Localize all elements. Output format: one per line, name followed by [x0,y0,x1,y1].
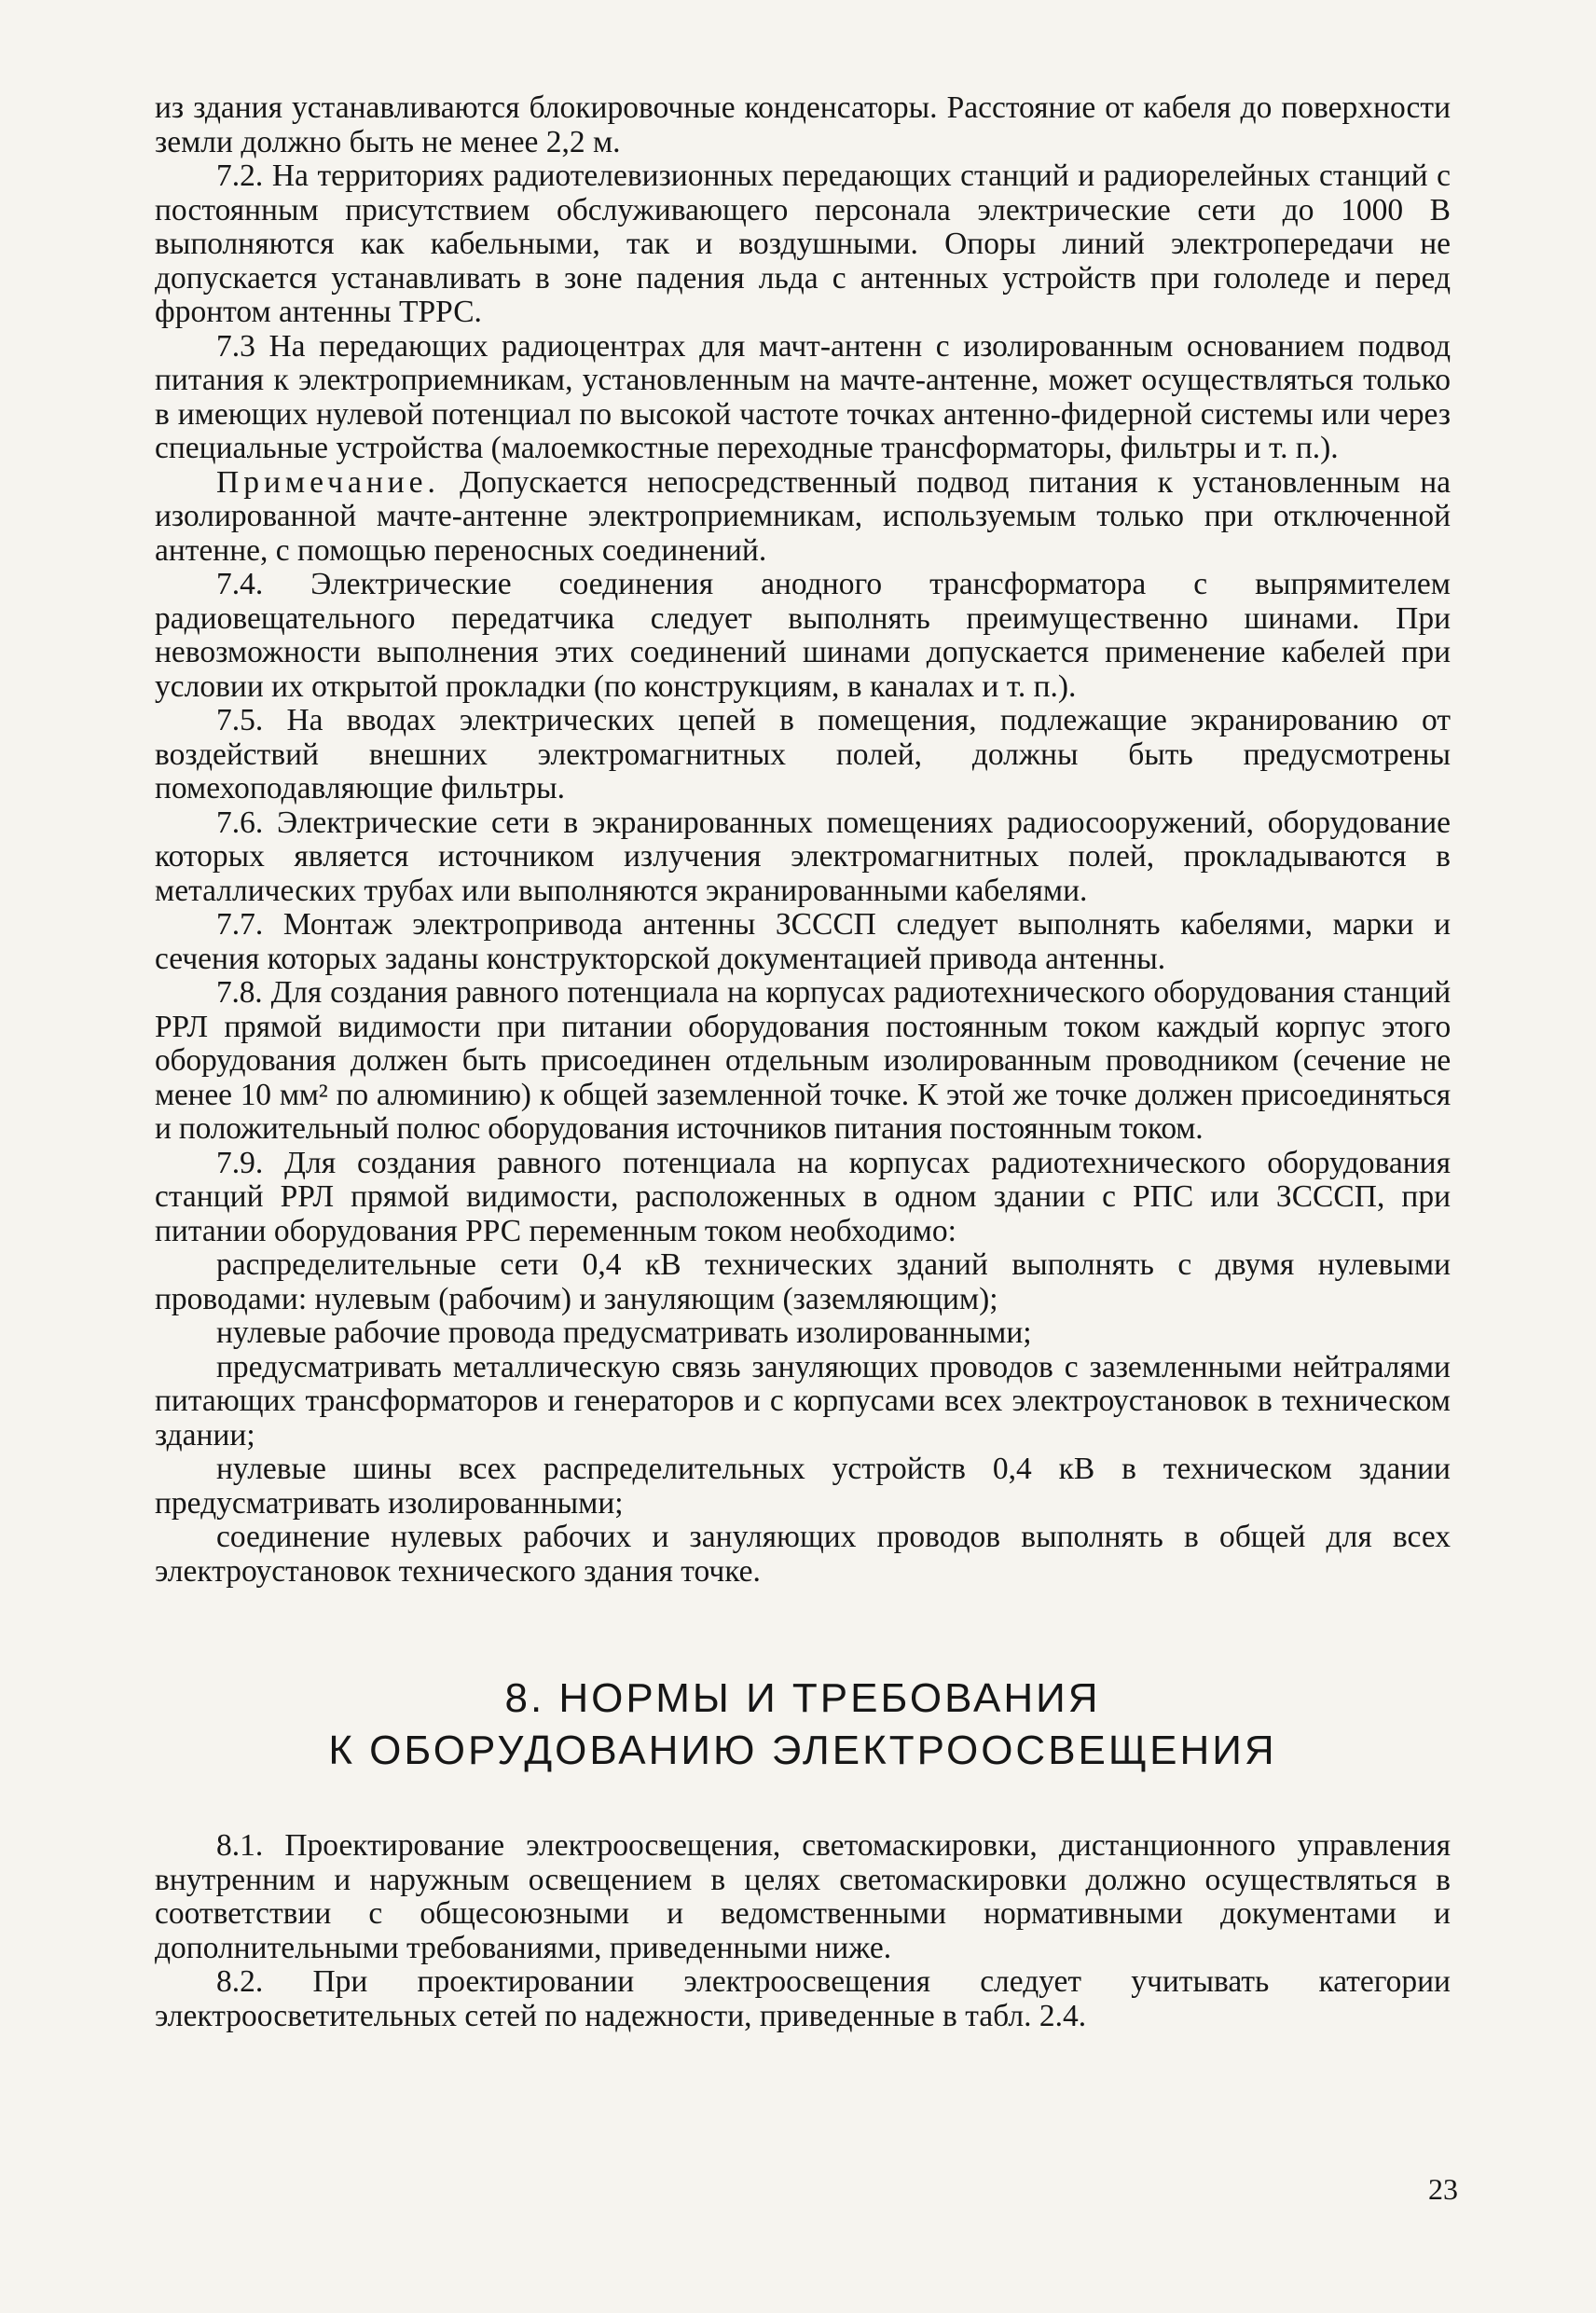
paragraph-7-9: 7.9. Для создания равного потенциала на корпусах радиотехнического оборудования станций РРЛ прямой видимости, расположенных в одном здании с РПС или ЗСССП, при питании оборудования РРС переменным током необходимо: [155,1145,1451,1248]
section-heading-line-1: 8. НОРМЫ И ТРЕБОВАНИЯ [504,1675,1101,1721]
list-item: нулевые шины всех распределительных устройств 0,4 кВ в техническом здании предусматривать изолированными; [155,1452,1451,1521]
note-text: Допускается непосредственный подвод питания к установленным на изолированной мачте-антенне электроприемникам, используемым только при отключенной антенне, с помощью переносных соединений. [155,464,1451,568]
list-item: нулевые рабочие провода предусматривать изолированными; [216,1315,1032,1350]
paragraph-8-1: 8.1. Проектирование электроосвещения, светомаскировки, дистанционного управления внутренним и наружным освещением в целях светомаскировки должно осуществляться в соответствии с общесоюзными и ведомственными нормативными документами и дополнительными требованиями, приведенными ниже. [155,1828,1451,1965]
list-item: распределительные сети 0,4 кВ технических зданий выполнять с двумя нулевыми проводами: нулевым (рабочим) и зануляющим (заземляющим); [155,1247,1451,1316]
page-number: 23 [1428,2172,1458,2206]
paragraph-8-2: 8.2. При проектировании электроосвещения следует учитывать категории электроосветительных сетей по надежности, приведенные в табл. 2.4. [155,1964,1451,2033]
paragraph-7-4: 7.4. Электрические соединения анодного трансформатора с выпрямителем радиовещательного передатчика следует выполнять преимущественно шинами. При невозможности выполнения этих соединений шинами допускается применение кабелей при условии их открытой прокладки (по конструкциям, в каналах и т. п.). [155,567,1451,704]
paragraph-7-8: 7.8. Для создания равного потенциала на корпусах радиотехнического оборудования станций РРЛ прямой видимости при питании оборудования постоянным током каждый корпус этого оборудования должен быть присоединен отдельным изолированным проводником (сечение не менее 10 мм² по алюминию) к общей заземленной точке. К этой же точке должен присоединяться и положительный полюс оборудования источников питания постоянным током. [155,975,1451,1146]
paragraph-7-5: 7.5. На вводах электрических цепей в помещения, подлежащие экранированию от воздействий внешних электромагнитных полей, должны быть предусмотрены помехоподавляющие фильтры. [155,703,1451,805]
list-item: предусматривать металлическую связь зануляющих проводов с заземленными нейтралями питающих трансформаторов и генераторов и с корпусами всех электроустановок в техническом здании; [155,1349,1451,1453]
note-paragraph [155,466,1451,569]
section-heading-line-2: К ОБОРУДОВАНИЮ ЭЛЕКТРООСВЕЩЕНИЯ [328,1728,1277,1773]
paragraph-continuation: из здания устанавливаются блокировочные конденсаторы. Расстояние от кабеля до поверхности земли должно быть не менее 2,2 м. [155,90,1451,159]
paragraph-7-2: 7.2. На территориях радиотелевизионных передающих станций и радиорелейных станций с постоянным присутствием обслуживающего персонала электрические сети до 1000 В выполняются как кабельными, так и воздушными. Опоры линий электропередачи не допускается устанавливать в зоне падения льда с антенных устройств при гололеде и перед фронтом антенны ТРРС. [155,158,1451,329]
paragraph-7-6: 7.6. Электрические сети в экранированных помещениях радиосооружений, оборудование которых является источником излучения электромагнитных полей, прокладываются в металлических трубах или выполняются экранированными кабелями. [155,805,1451,908]
section-heading [155,1673,1451,1777]
note-label: Примечание. [216,464,440,500]
page-body [155,91,1451,2033]
list-item: соединение нулевых рабочих и зануляющих проводов выполнять в общей для всех электроустановок технического здания точке. [155,1520,1451,1589]
paragraph-7-3: 7.3 На передающих радиоцентрах для мачт-антенн с изолированным основанием подвод питания к электроприемникам, установленным на мачте-антенне, может осуществляться только в имеющих нулевой потенциал по высокой частоте точках антенно-фидерной системы или через специальные устройства (малоемкостные переходные трансформаторы, фильтры и т. п.). [155,328,1451,465]
paragraph-7-7: 7.7. Монтаж электропривода антенны ЗСССП следует выполнять кабелями, марки и сечения которых заданы конструкторской документацией привода антенны. [155,907,1451,976]
